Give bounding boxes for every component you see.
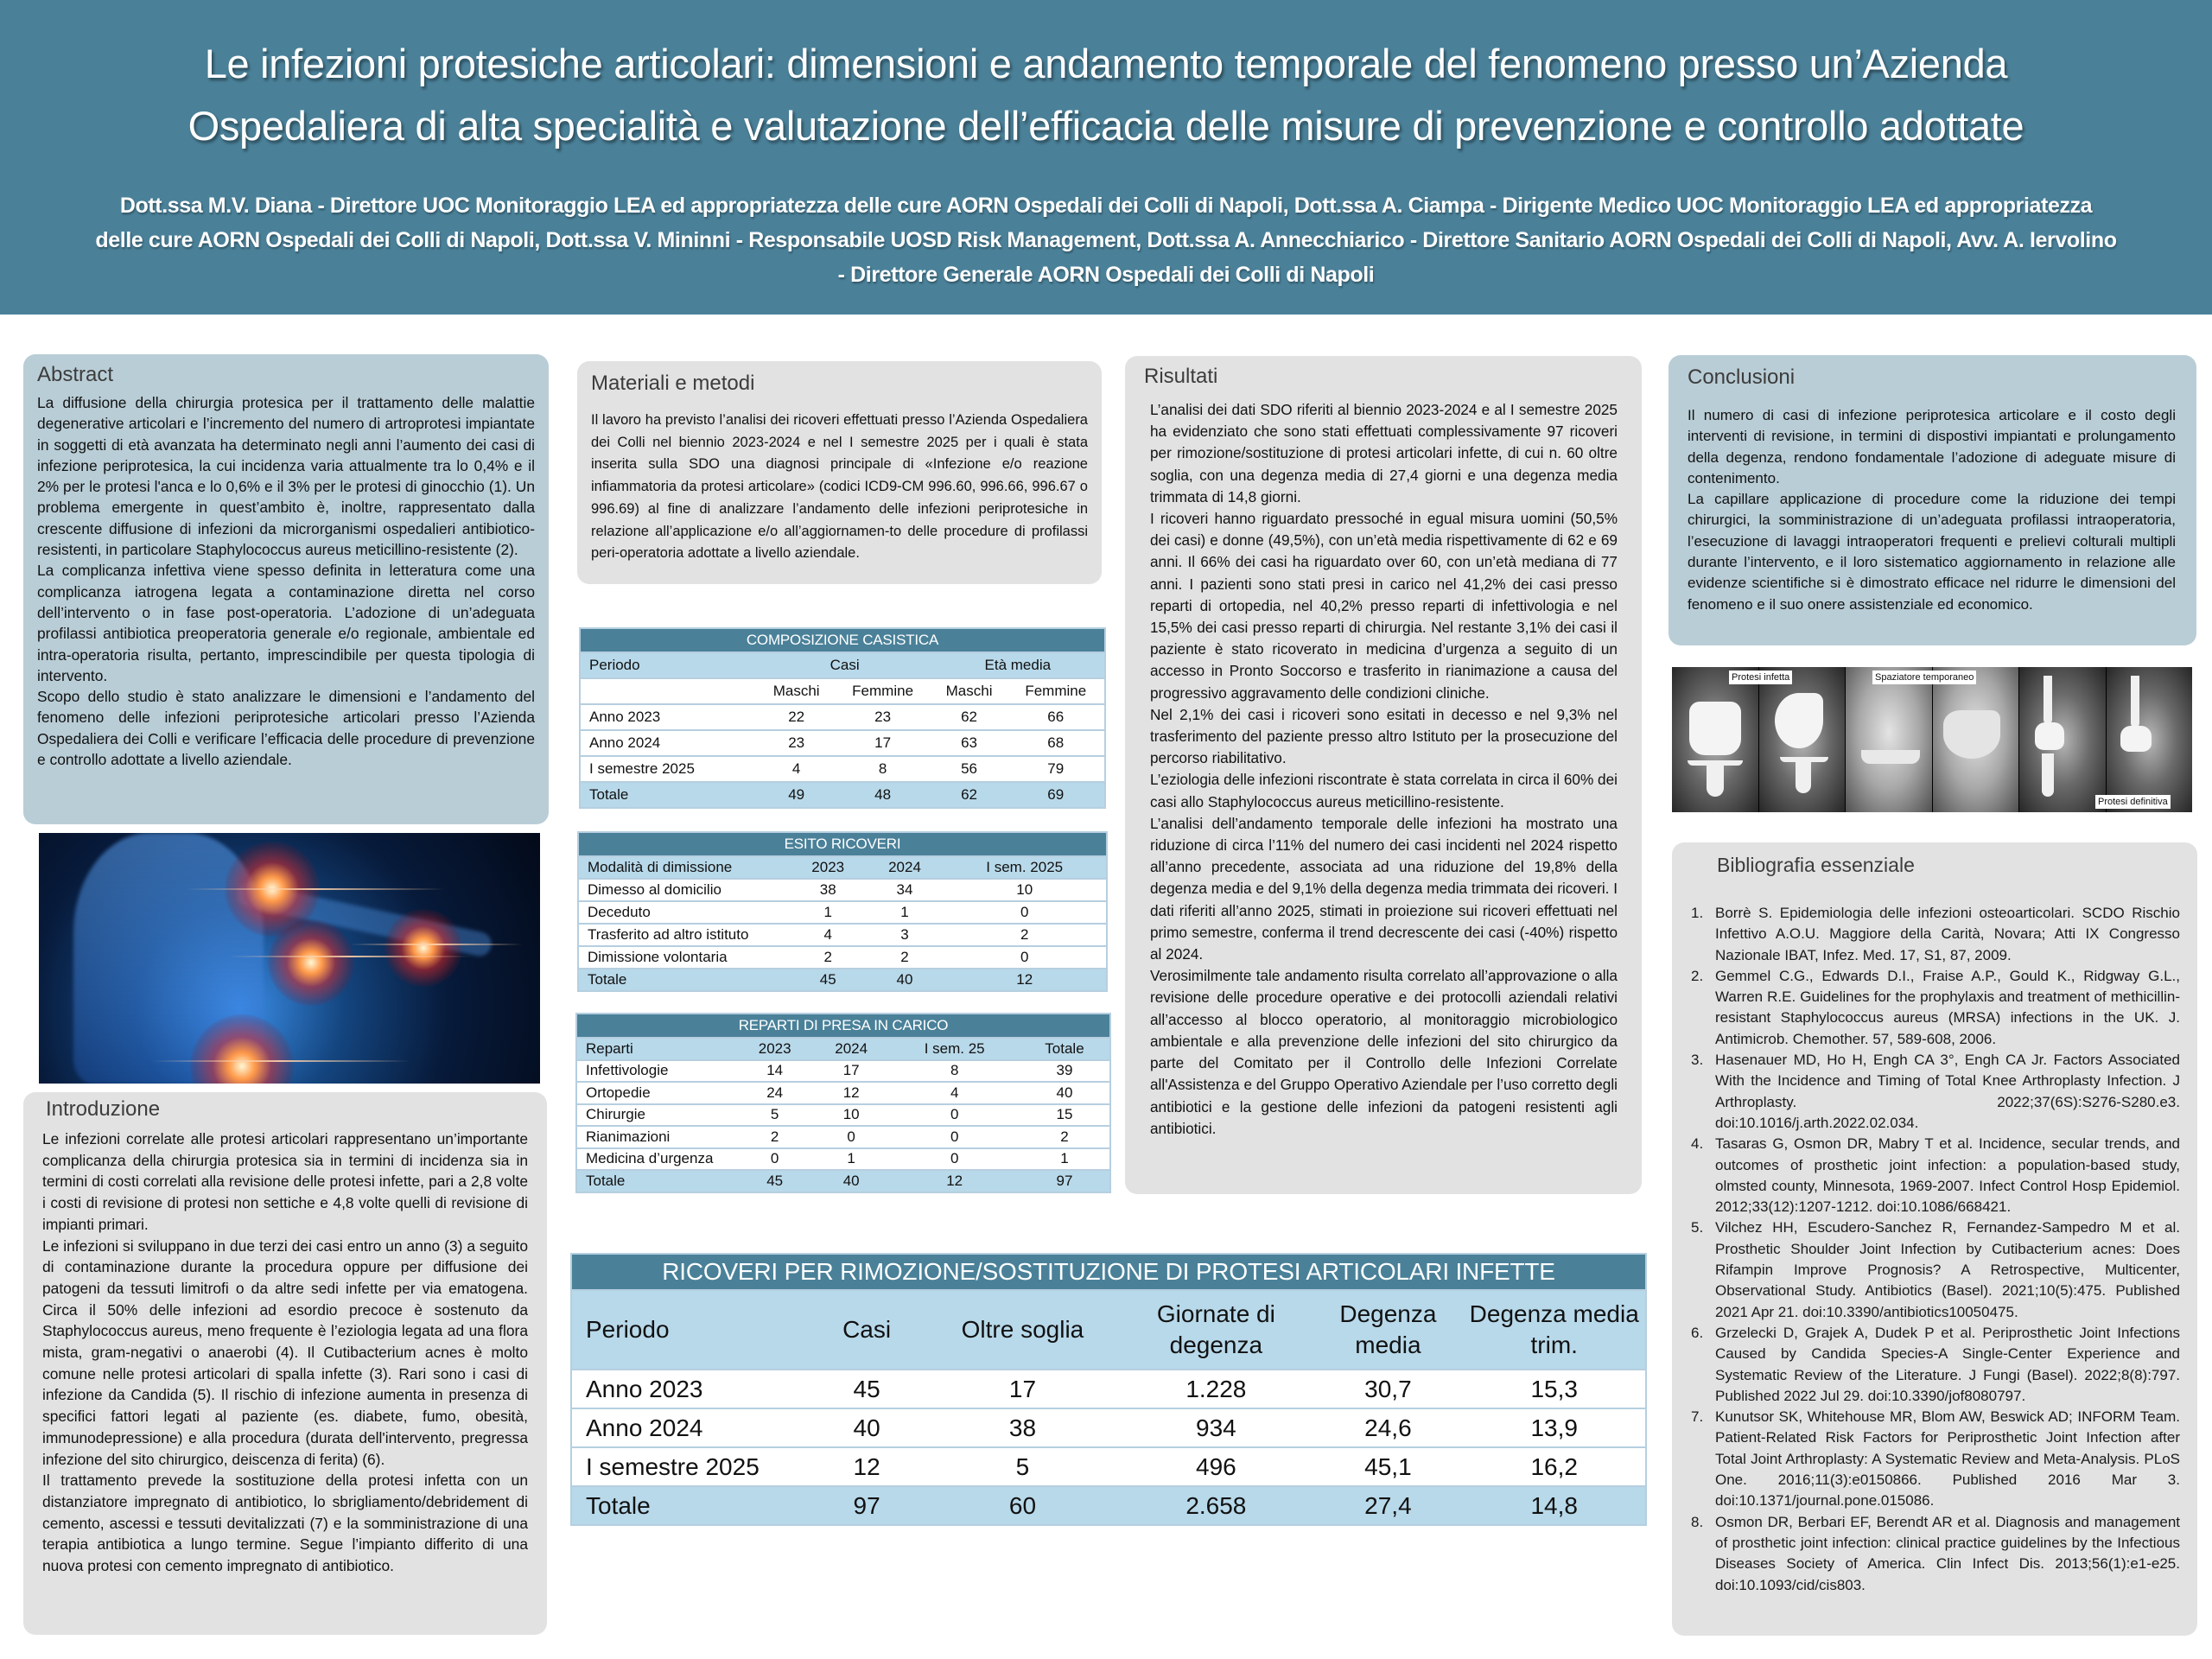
cell: 48 xyxy=(835,782,931,808)
row-label: Chirurgie xyxy=(576,1104,736,1127)
light-flare xyxy=(229,956,471,957)
cell: 4 xyxy=(759,756,835,782)
xray-panel xyxy=(1846,667,1933,812)
reference-item xyxy=(1682,1217,2180,1322)
cell: 97 xyxy=(808,1486,926,1525)
table-header-row xyxy=(571,1290,1646,1370)
table-header-row xyxy=(580,652,1105,678)
title-line-1: Le infezioni protesiche articolari: dimensioni e andamento temporale del fenomeno presso un’Azienda xyxy=(204,41,2008,86)
cell: 17 xyxy=(813,1060,890,1083)
femoral-stem xyxy=(2044,676,2052,724)
results-paragraph: L’eziologia delle infezioni riscontrate è stata correlata in circa il 60% dei casi allo Staphylococcus aureus meticillino-resistente. xyxy=(1150,771,1618,810)
xray-panel xyxy=(1759,667,1847,812)
authors-line-2: delle cure AORN Ospedali dei Colli di Napoli, Dott.ssa V. Mininni - Responsabile UOSD Risk Management, Dott.ssa A. Annecchiarico - Direttore Sanitario AORN Ospedali dei Colli di Napoli, Avv. A. Iervolino xyxy=(95,228,2117,252)
column-header: Degenza media xyxy=(1313,1290,1463,1370)
results-section xyxy=(1125,356,1642,1194)
wrist-glow-icon xyxy=(385,909,462,987)
reference-number: 8. xyxy=(1691,1513,1704,1530)
table-row xyxy=(571,1370,1646,1408)
cell: 0 xyxy=(943,901,1107,924)
table-header-row xyxy=(578,856,1107,879)
cell: 1.228 xyxy=(1119,1370,1313,1408)
reference-number: 7. xyxy=(1691,1408,1704,1426)
admissions-table xyxy=(570,1253,1647,1526)
cell: 12 xyxy=(808,1447,926,1486)
row-label: Totale xyxy=(580,782,759,808)
row-label: Totale xyxy=(578,969,790,991)
cell: 45 xyxy=(790,969,867,991)
reference-item xyxy=(1682,1323,2180,1407)
cell: 2 xyxy=(790,946,867,969)
cell: 40 xyxy=(867,969,944,991)
reference-text: Kunutsor SK, Whitehouse MR, Blom AW, Beswick AD; INFORM Team. Patient-Related Risk Factors for Periprosthetic Joint Infection after Total Joint Arthroplasty: A Systematic Review and Meta-Analysis. PLoS One. 2016;11(3):e0150866. Published 2016 Mar 3. doi:10.1371/journal.pone.015086. xyxy=(1715,1408,2180,1510)
cell: 2 xyxy=(1020,1126,1110,1148)
cell: 3 xyxy=(867,924,944,946)
conclusions-paragraph: La capillare applicazione di procedure come la riduzione dei tempi chirurgici, la somministrazione di un’adeguata profilassi intraoperatoria, l’esecuzione di lavaggi intraoperatori frequenti e prelievi colturali multipli durante l’intervento, e il loro sistematico aggiornamento in relazione alle evidenze scientifiche si è dimostrato efficace nel ridurre le dimensioni del fenomeno e il suo onere assistenziale ed economico. xyxy=(1688,491,2176,613)
cell: 15,3 xyxy=(1463,1370,1646,1408)
spacer-block xyxy=(1861,750,1920,764)
cell: 24,6 xyxy=(1313,1408,1463,1447)
methods-text: Il lavoro ha previsto l’analisi dei ricoveri effettuati presso l’Azienda Ospedaliera dei Colli nel biennio 2023-2024 e nel I semestre 2025 per i quali è stata inserita sulla SDO una diagnosi principale di «Infezione e/o reazione infiammatoria da protesi articolare» (codici ICD9-CM 996.60, 996.66, 996.67 o 996.69) al fine di analizzare l’andamento delle infezioni periprotesiche in relazione all’applicazione e/o all’aggiornamen-to delle procedure di profilassi peri-operatoria adottate a livello aziendale. xyxy=(591,412,1088,562)
table-row xyxy=(571,1408,1646,1447)
femoral-component xyxy=(2035,722,2064,750)
introduction-paragraph: Le infezioni correlate alle protesi articolari rappresentano un’importante complicanza della chirurgia protesica sia in termini di incidenza sia in termini di costi correlati alla revisione delle protesi infette, pari a 2,8 volte i costi di revisione di protesi non settiche e 4,8 volte quelli di revisione di impianti primari. xyxy=(42,1130,528,1233)
cell: 934 xyxy=(1119,1408,1313,1447)
tibial-stem xyxy=(1796,762,1811,793)
xray-panel xyxy=(1672,667,1759,812)
conclusions-paragraph: Il numero di casi di infezione periprotesica articolare e il costo degli interventi di revisione, in termini di dispostivi impiantati e prolungamento della degenza, rendono fondamentale l’adozione di adeguate misure di contenimento. xyxy=(1688,407,2176,486)
cell: 63 xyxy=(931,730,1007,756)
cell: 22 xyxy=(759,704,835,730)
column-header: Maschi xyxy=(759,678,835,704)
cell: 2 xyxy=(736,1126,813,1148)
departments-table xyxy=(575,1013,1111,1193)
xray-panel xyxy=(2107,667,2193,812)
cell: 0 xyxy=(943,946,1107,969)
column-header: Età media xyxy=(931,652,1105,678)
table-caption: ESITO RICOVERI xyxy=(578,832,1107,856)
reference-text: Osmon DR, Berbari EF, Berendt AR et al. Diagnosis and management of prosthetic joint infection: clinical practice guidelines by the Infectious Diseases Society of America. Clin Infect Dis. 2013;56(1):e1-e25. doi:10.1093/cid/cis803. xyxy=(1715,1513,2180,1593)
reference-item xyxy=(1682,903,2180,966)
column-header: Femmine xyxy=(835,678,931,704)
methods-section xyxy=(577,361,1102,584)
reference-list xyxy=(1682,903,2180,1596)
cell: 56 xyxy=(931,756,1007,782)
row-label: I semestre 2025 xyxy=(571,1447,808,1486)
cell: 14,8 xyxy=(1463,1486,1646,1525)
column-header: I sem. 2025 xyxy=(943,856,1107,879)
column-header: 2023 xyxy=(736,1038,813,1060)
cell: 12 xyxy=(889,1170,1020,1192)
cell: 68 xyxy=(1007,730,1106,756)
cell: 45,1 xyxy=(1313,1447,1463,1486)
knee-xray-sequence-image xyxy=(1672,667,2192,812)
table-row xyxy=(578,924,1107,946)
row-label: Deceduto xyxy=(578,901,790,924)
xray-panel xyxy=(1933,667,2020,812)
column-header: I sem. 25 xyxy=(889,1038,1020,1060)
cell: 62 xyxy=(931,704,1007,730)
joint-pain-illustration xyxy=(39,833,540,1084)
table-row xyxy=(576,1060,1110,1083)
cell: 496 xyxy=(1119,1447,1313,1486)
table-row xyxy=(576,1126,1110,1148)
cell: 17 xyxy=(926,1370,1120,1408)
table-total-row xyxy=(578,969,1107,991)
cell: 13,9 xyxy=(1463,1408,1646,1447)
row-label: Rianimazioni xyxy=(576,1126,736,1148)
column-header: Periodo xyxy=(580,652,759,678)
introduction-section xyxy=(23,1092,547,1635)
cell: 62 xyxy=(931,782,1007,808)
title-line-2: Ospedaliera di alta specialità e valutazione dell’efficacia delle misure di prevenzione e controllo adottate xyxy=(188,103,2024,149)
abstract-section xyxy=(23,354,549,824)
reference-number: 5. xyxy=(1691,1219,1704,1236)
column-header: 2023 xyxy=(790,856,867,879)
reference-item xyxy=(1682,1134,2180,1217)
cell: 0 xyxy=(889,1104,1020,1127)
results-title: Risultati xyxy=(1144,365,1218,388)
introduction-title: Introduzione xyxy=(46,1097,161,1121)
tibial-stem xyxy=(1707,766,1724,797)
xray-label: Spaziatore temporaneo xyxy=(1872,671,1976,684)
tibial-stem xyxy=(2042,753,2054,797)
row-label: Anno 2024 xyxy=(580,730,759,756)
cell: 2 xyxy=(943,924,1107,946)
row-label: Anno 2023 xyxy=(580,704,759,730)
cell: 66 xyxy=(1007,704,1106,730)
reference-text: Hasenauer MD, Ho H, Engh CA 3°, Engh CA Jr. Factors Associated With the Incidence and Timing of Total Knee Arthroplasty Infection. J Arthroplasty. 2022;37(6S):S276-S280.e3. doi:10.1016/j.arth.2022.02.034. xyxy=(1715,1052,2180,1131)
reference-item xyxy=(1682,1050,2180,1134)
cell: 2 xyxy=(867,946,944,969)
column-header: Modalità di dimissione xyxy=(578,856,790,879)
reference-number: 3. xyxy=(1691,1052,1704,1069)
reference-item xyxy=(1682,1512,2180,1596)
introduction-paragraph: Il trattamento prevede la sostituzione della protesi infetta con un distanziatore impregnato di antibiotico, lo sbrigliamento/debridement di cemento, ascessi e tessuti devitalizzati (7) e la somministrazione di una terapia antibiotica a lungo termine. Segue l’impianto differito di una nuova protesi con cemento impregnato di antibiotico. xyxy=(42,1471,528,1575)
table-row xyxy=(580,730,1105,756)
cell: 5 xyxy=(926,1447,1120,1486)
table-header-row xyxy=(576,1038,1110,1060)
cell: 0 xyxy=(889,1148,1020,1171)
cell: 8 xyxy=(835,756,931,782)
cell: 16,2 xyxy=(1463,1447,1646,1486)
cell: 1 xyxy=(867,901,944,924)
cell: 4 xyxy=(889,1082,1020,1104)
table-total-row xyxy=(571,1486,1646,1525)
abstract-title: Abstract xyxy=(37,363,114,386)
table-row xyxy=(578,946,1107,969)
cell: 39 xyxy=(1020,1060,1110,1083)
column-header: Degenza media trim. xyxy=(1463,1290,1646,1370)
cell: 5 xyxy=(736,1104,813,1127)
results-paragraph: I ricoveri hanno riguardato pressoché in egual misura uomini (50,5% dei casi) e donne (49,5%), con un’età media rispettivamente di 62 e 69 anni. Il 66% dei casi ha riguardato over 60, con un’età mediana di 77 anni. I pazienti sono stati presi in carico nel 41,2% dei casi presso reparti di ortopedia, nel 40,2% presso reparti di infettivologia e nel 15,5% dei casi presso reparti di chirurgia. Nel restante 3,1% dei casi il paziente è stato ricoverato in medicina d’urgenza a seguito di un accesso in Pronto Soccorso e trasferito in rianimazione a causa del progressivo aggravamento delle condizioni cliniche. xyxy=(1150,510,1618,702)
cell: 97 xyxy=(1020,1170,1110,1192)
discharge-outcome-table xyxy=(577,831,1108,992)
results-paragraph: L’analisi dei dati SDO riferiti al biennio 2023-2024 e al I semestre 2025 ha evidenziato che sono stati effettuati complessivamente 97 ricoveri per rimozione/sostituzione di protesi articolari infette, di cui n. 60 oltre soglia, con una degenza media di 27,4 giorni e una degenza media trimmata di 14,8 giorni. xyxy=(1150,401,1618,505)
cell: 2.658 xyxy=(1119,1486,1313,1525)
table-row xyxy=(576,1082,1110,1104)
cell: 0 xyxy=(813,1126,890,1148)
row-label: Trasferito ad altro istituto xyxy=(578,924,790,946)
abstract-paragraph: Scopo dello studio è stato analizzare le dimensioni e l’andamento del fenomeno delle infezioni periprotesiche articolari presso l’Azienda Ospedaliera dei Colli e verificare l’efficacia delle procedure di prevenzione e controllo adottate a livello aziendale. xyxy=(37,688,535,769)
column-header: Giornate di degenza xyxy=(1119,1290,1313,1370)
column-header: Casi xyxy=(808,1290,926,1370)
table-total-row xyxy=(580,782,1105,808)
cell: 10 xyxy=(943,879,1107,901)
reference-text: Vilchez HH, Escudero-Sanchez R, Fernandez-Sampedro M et al. Prosthetic Shoulder Joint Infection by Cutibacterium acnes: Does Rifampin Improve Prognosis? A Retrospective, Multicenter, Observational Study. Antibiotics (Basel). 2021;10(5):475. Published 2021 Apr 21. doi:10.3390/antibiotics10050475. xyxy=(1715,1219,2180,1320)
cell: 30,7 xyxy=(1313,1370,1463,1408)
cell: 40 xyxy=(808,1408,926,1447)
column-header: Maschi xyxy=(931,678,1007,704)
elbow-glow-icon xyxy=(268,919,354,1006)
table-row xyxy=(571,1447,1646,1486)
column-header: Femmine xyxy=(1007,678,1106,704)
bibliography-title: Bibliografia essenziale xyxy=(1717,854,1915,876)
table-row xyxy=(576,1104,1110,1127)
conclusions-title: Conclusioni xyxy=(1688,365,1796,389)
reference-text: Borrè S. Epidemiologia delle infezioni osteoarticolari. SCDO Rischio Infettivo A.O.U. Maggiore della Carità, Novara; Atti IX Congresso Nazionale IBAT, Infez. Med. 17, S1, 87, 2009. xyxy=(1715,905,2180,963)
reference-text: Grzelecki D, Grajek A, Dudek P et al. Periprosthetic Joint Infections Caused by Candida Species-A Single-Center Experience and Systematic Review of the Literature. J Fungi (Basel). 2022;8(8):797. Published 2022 Jul 29. doi:10.3390/jof8080797. xyxy=(1715,1324,2180,1404)
spacer-component xyxy=(1943,710,2000,759)
cell: 8 xyxy=(889,1060,1020,1083)
row-label: Totale xyxy=(576,1170,736,1192)
table-total-row xyxy=(576,1170,1110,1192)
femoral-stem xyxy=(2131,676,2139,728)
cell: 14 xyxy=(736,1060,813,1083)
table-row xyxy=(580,756,1105,782)
xray-label: Protesi definitiva xyxy=(2095,795,2171,809)
conclusions-section xyxy=(1669,355,2196,645)
cell: 49 xyxy=(759,782,835,808)
row-label: Totale xyxy=(571,1486,808,1525)
table-caption: RICOVERI PER RIMOZIONE/SOSTITUZIONE DI PROTESI ARTICOLARI INFETTE xyxy=(571,1254,1646,1290)
reference-number: 1. xyxy=(1691,905,1704,921)
column-header: 2024 xyxy=(867,856,944,879)
cell: 27,4 xyxy=(1313,1486,1463,1525)
results-paragraph: Verosimilmente tale andamento risulta correlato all’approvazione o alla revisione delle procedure operative e dei protocolli aziendali relativi all’accesso al blocco operatorio, al monitoraggio microbiologico ambientale e alla prevenzione delle infezioni del sito chirurgico da parte del Comitato per il Controllo delle Infezioni Correlate all'Assistenza e del Gruppo Operativo Aziendale per l’uso corretto degli antibiotici e la gestione delle infezioni da patogeni resistenti agli antibiotici. xyxy=(1150,967,1618,1137)
row-label: Infettivologie xyxy=(576,1060,736,1083)
femoral-component xyxy=(2120,726,2152,752)
table-caption: REPARTI DI PRESA IN CARICO xyxy=(576,1014,1110,1038)
cell: 0 xyxy=(736,1148,813,1171)
table-subheader-row xyxy=(580,678,1105,704)
cell: 40 xyxy=(1020,1082,1110,1104)
poster-header xyxy=(0,0,2212,315)
column-header: Totale xyxy=(1020,1038,1110,1060)
poster-title xyxy=(35,33,2177,157)
bibliography-section xyxy=(1672,842,2197,1636)
light-flare xyxy=(350,944,523,945)
cell: 69 xyxy=(1007,782,1106,808)
composition-table xyxy=(579,627,1106,809)
cell: 1 xyxy=(813,1148,890,1171)
cell: 10 xyxy=(813,1104,890,1127)
cell: 1 xyxy=(1020,1148,1110,1171)
table-row xyxy=(576,1148,1110,1171)
cell: 1 xyxy=(790,901,867,924)
cell: 12 xyxy=(813,1082,890,1104)
table-row xyxy=(578,901,1107,924)
xray-label: Protesi infetta xyxy=(1729,671,1792,684)
column-header: Casi xyxy=(759,652,931,678)
column-header: Oltre soglia xyxy=(926,1290,1120,1370)
column-header xyxy=(580,678,759,704)
cell: 45 xyxy=(808,1370,926,1408)
authors xyxy=(43,188,2169,292)
column-header: 2024 xyxy=(813,1038,890,1060)
reference-item xyxy=(1682,966,2180,1050)
cell: 23 xyxy=(759,730,835,756)
cell: 24 xyxy=(736,1082,813,1104)
authors-line-1: Dott.ssa M.V. Diana - Direttore UOC Monitoraggio LEA ed appropriatezza delle cure AORN Ospedali dei Colli di Napoli, Dott.ssa A. Ciampa - Dirigente Medico UOC Monitoraggio LEA ed appropriatezza xyxy=(119,194,2093,218)
row-label: Dimesso al domicilio xyxy=(578,879,790,901)
cell: 45 xyxy=(736,1170,813,1192)
abstract-paragraph: La diffusione della chirurgia protesica per il trattamento delle malattie degenerative articolari e l’incremento del numero di artroprotesi impiantate in soggetti di età avanzata ha determinato negli anni l’aumento dei casi di infezione periprotesica, la cui incidenza varia attualmente tra lo 0,4% e il 2% per le protesi l'anca e lo 0,6% e il 3% per le protesi di ginocchio (1). Un problema emergente in quest’ambito è, inoltre, rappresentato dalla crescente diffusione di infezioni da microrganismi ospedalieri antibiotico-resistenti, in particolare Staphylococcus aureus meticillino-resistente (2). xyxy=(37,394,535,559)
row-label: I semestre 2025 xyxy=(580,756,759,782)
table-row xyxy=(580,704,1105,730)
results-paragraph: Nel 2,1% dei casi i ricoveri sono esitati in decesso e nel 9,3% nel trasferimento del paziente presso altro Istituto per la prosecuzione del percorso riabilitativo. xyxy=(1150,705,1618,767)
cell: 38 xyxy=(926,1408,1120,1447)
reference-item xyxy=(1682,1407,2180,1511)
results-paragraph: L’analisi dell’andamento temporale delle infezioni ha mostrato una riduzione di circa l’11% del numero dei casi incidenti nel 2024 rispetto all’anno precedente, associata ad una riduzione del 19,8% della degenza media e del 9,1% della degenza media trimmata dei ricoveri. I dati riferiti all’anno 2025, stimati in proiezione sui ricoveri effettuati nel primo semestre, conferma il trend decrescente dei casi (-40%) rispetto al 2024. xyxy=(1150,814,1618,963)
xray-panel xyxy=(2019,667,2107,812)
methods-title: Materiali e metodi xyxy=(591,372,755,395)
cell: 15 xyxy=(1020,1104,1110,1127)
cell: 79 xyxy=(1007,756,1106,782)
cell: 17 xyxy=(835,730,931,756)
row-label: Anno 2023 xyxy=(571,1370,808,1408)
femoral-component xyxy=(1689,702,1741,755)
introduction-paragraph: Le infezioni si sviluppano in due terzi dei casi entro un anno (3) a seguito di contaminazione durante la procedura oppure per diffusione dei patogeni da tessuti limitrofi o da altre sedi infette per via ematogena. Circa il 50% delle infezioni ad esordio precoce è sostenuto da Staphylococcus aureus, meno frequente è l’eziologia legata ad una flora mista, gram-negativi o anaerobi (4). Il Cutibacterium acnes è molto comune nelle protesi articolari di spalla infette (3). Rari sono i casi di infezione da Candida (5). Il rischio di infezione aumenta in presenza di specifici fattori legati al paziente (es. diabete, fumo, obesità, immunodepressione) e alla procedura (durata dell'intervento, pregressa infezione del sito chirurgico, deiscenza di ferita) (6). xyxy=(42,1236,528,1468)
table-row xyxy=(578,879,1107,901)
reference-number: 2. xyxy=(1691,967,1704,984)
column-header: Periodo xyxy=(571,1290,808,1370)
cell: 34 xyxy=(867,879,944,901)
femoral-component xyxy=(1775,693,1823,748)
cell: 23 xyxy=(835,704,931,730)
table-caption: COMPOSIZIONE CASISTICA xyxy=(580,628,1105,652)
cell: 40 xyxy=(813,1170,890,1192)
cell: 4 xyxy=(790,924,867,946)
cell: 60 xyxy=(926,1486,1120,1525)
reference-number: 6. xyxy=(1691,1324,1704,1341)
column-header: Reparti xyxy=(576,1038,736,1060)
authors-line-3: - Direttore Generale AORN Ospedali dei Colli di Napoli xyxy=(837,263,1375,287)
abstract-paragraph: La complicanza infettiva viene spesso definita in letteratura come una complicanza iatrogena legata a contaminazione diretta nel corso dell’intervento o in fase post-operatoria. L’adozione di un’adeguata profilassi antibiotica preoperatoria generale e/o regionale, ambientale ed intra-operatoria risulta, pertanto, imprescindibile per questa tipologia di intervento. xyxy=(37,562,535,684)
reference-text: Gemmel C.G., Edwards D.I., Fraise A.P., Gould K., Ridgway G.L., Warren R.E. Guidelines for the prophylaxis and treatment of methicillin-resistant Staphylococcus aureus (MRSA) infections in the UK. J. Antimicrob. Chemother. 57, 589-608, 2006. xyxy=(1715,967,2180,1047)
cell: 12 xyxy=(943,969,1107,991)
row-label: Ortopedie xyxy=(576,1082,736,1104)
light-flare xyxy=(151,1060,410,1062)
row-label: Anno 2024 xyxy=(571,1408,808,1447)
light-flare xyxy=(186,888,445,890)
row-label: Dimissione volontaria xyxy=(578,946,790,969)
reference-number: 4. xyxy=(1691,1135,1704,1153)
cell: 38 xyxy=(790,879,867,901)
reference-text: Tasaras G, Osmon DR, Mabry T et al. Incidence, secular trends, and outcomes of prosthetic joint infection: a population-based study, olmsted county, Minnesota, 1969-2007. Infect Control Hosp Epidemiol. 2012;33(12):1207-1212. doi:10.1086/668421. xyxy=(1715,1135,2180,1216)
row-label: Medicina d’urgenza xyxy=(576,1148,736,1171)
cell: 0 xyxy=(889,1126,1020,1148)
